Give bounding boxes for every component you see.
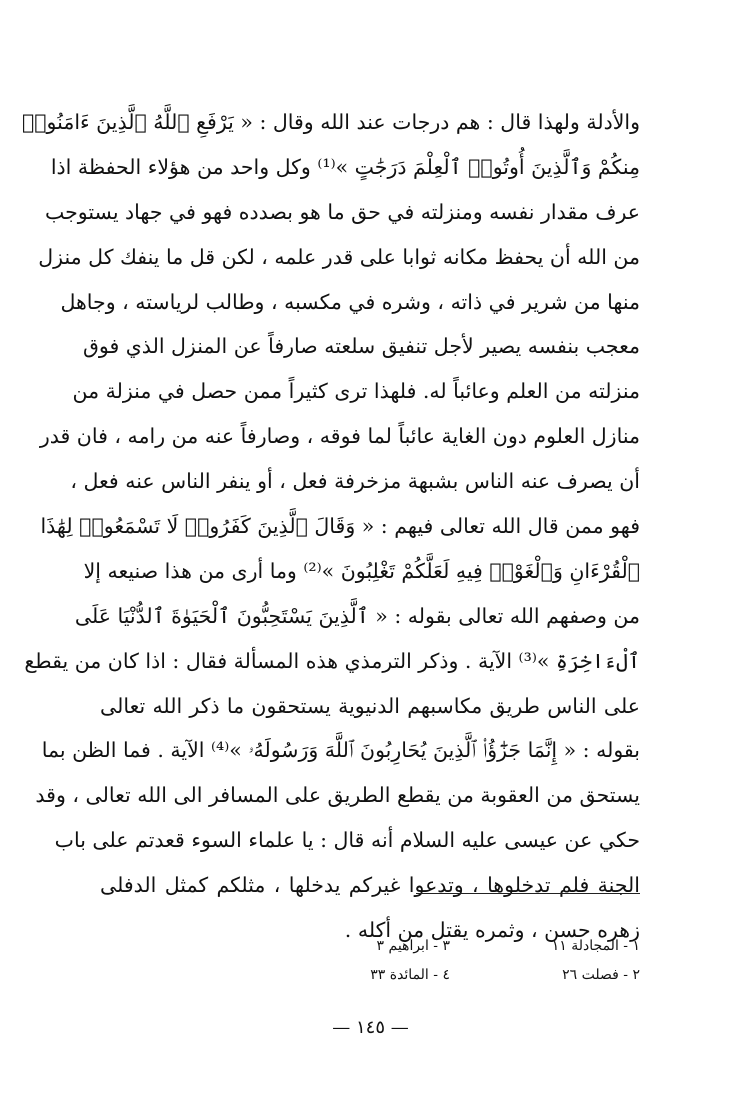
footnote-row xyxy=(260,932,640,961)
footnote-separator xyxy=(416,893,640,894)
text-line: حكي عن عيسى عليه السلام أنه قال : يا علماء السوء قعدتم على باب xyxy=(54,828,640,853)
text-line: زهره حسن ، وثمره يقتل من أكله . xyxy=(344,918,640,943)
page-number: — ١٤٥ — xyxy=(332,1017,409,1038)
text-line: والأدلة ولهذا قال : هم درجات عند الله وقال : « يَرْفَعِ ٱللَّهُ ٱلَّذِينَ ءَامَنُوا۟ xyxy=(21,110,640,134)
text-line: ٱلْقُرْءَانِ وَٱلْغَوْا۟ فِيهِ لَعَلَّكُمْ تَغْلِبُونَ »⁽²⁾ وما أرى من هذا صنيعه إلا xyxy=(83,558,640,583)
text-line: من الله أن يحفظ مكانه ثوابا على قدر علمه ، لكن قل ما ينفك كل منزل xyxy=(38,244,640,269)
text-line: منها من شرير في ذاته ، وشره في مكسبه ، وطالب لرياسته ، وجاهل xyxy=(60,289,640,314)
text-line: عرف مقدار نفسه ومنزلته في حق ما هو بصدده فهو في جهاد يستوجب xyxy=(44,199,640,224)
footnotes xyxy=(260,932,640,990)
text-line: على الناس طريق مكاسبهم الدنيوية يستحقون ما ذكر الله تعالى xyxy=(100,693,640,718)
text-line: مِنكُمْ وَٱلَّذِينَ أُوتُوا۟ ٱلْعِلْمَ دَرَجَٰتٍ »⁽¹⁾ وكل واحد من هؤلاء الحفظة اذا xyxy=(50,154,640,179)
main-text xyxy=(21,100,640,953)
text-line: الجنة فلم تدخلوها ، وتدعوا غيركم يدخلها ، مثلكم كمثل الدفلى xyxy=(100,873,640,898)
text-line: فهو ممن قال الله تعالى فيهم : « وَقَالَ ٱلَّذِينَ كَفَرُوا۟ لَا تَسْمَعُوا۟ لِهَٰذَا xyxy=(40,514,640,539)
text-line: بقوله : « إِنَّمَا جَزَٰٓؤُا۟ ٱلَّذِينَ يُحَارِبُونَ ٱللَّهَ وَرَسُولَهُۥ »⁽⁴⁾ الآية . فما الظن بما xyxy=(41,738,640,763)
text-line: من وصفهم الله تعالى بقوله : « ٱلَّذِينَ يَسْتَحِبُّونَ ٱلْحَيَوٰةَ ٱلدُّنْيَا عَلَى xyxy=(74,603,640,628)
text-line: ٱلْءَاخِرَةِ »⁽³⁾ الآية . وذكر الترمذي هذه المسألة فقال : اذا كان من يقطع xyxy=(24,648,640,673)
footnote-row xyxy=(260,961,640,990)
footnote-2: ٢ - فصلت ٢٦ xyxy=(562,967,640,983)
text-line: أن يصرف عنه الناس بشبهة مزخرفة فعل ، أو ينفر الناس عنه فعل ، xyxy=(70,469,640,494)
footnote-4: ٤ - المائدة ٣٣ xyxy=(370,967,450,983)
text-line: معجب بنفسه يصير لأجل تنفيق سلعته صارفاً عن المنزل الذي فوق xyxy=(82,334,640,359)
footnote-3: ٣ - ابراهيم ٣ xyxy=(376,938,450,954)
text-line: يستحق من العقوبة من يقطع الطريق على المسافر الى الله تعالى ، وقد xyxy=(35,783,640,808)
text-line: منزلته من العلم وعائباً له. فلهذا ترى كثيراً ممن حصل في منزلة من xyxy=(72,379,640,404)
text-line: منازل العلوم دون الغاية عائباً لما فوقه ، وصارفاً عنه من رامه ، فان قدر xyxy=(39,424,640,449)
footnote-1: ١ - المجادلة ١١ xyxy=(551,938,640,954)
